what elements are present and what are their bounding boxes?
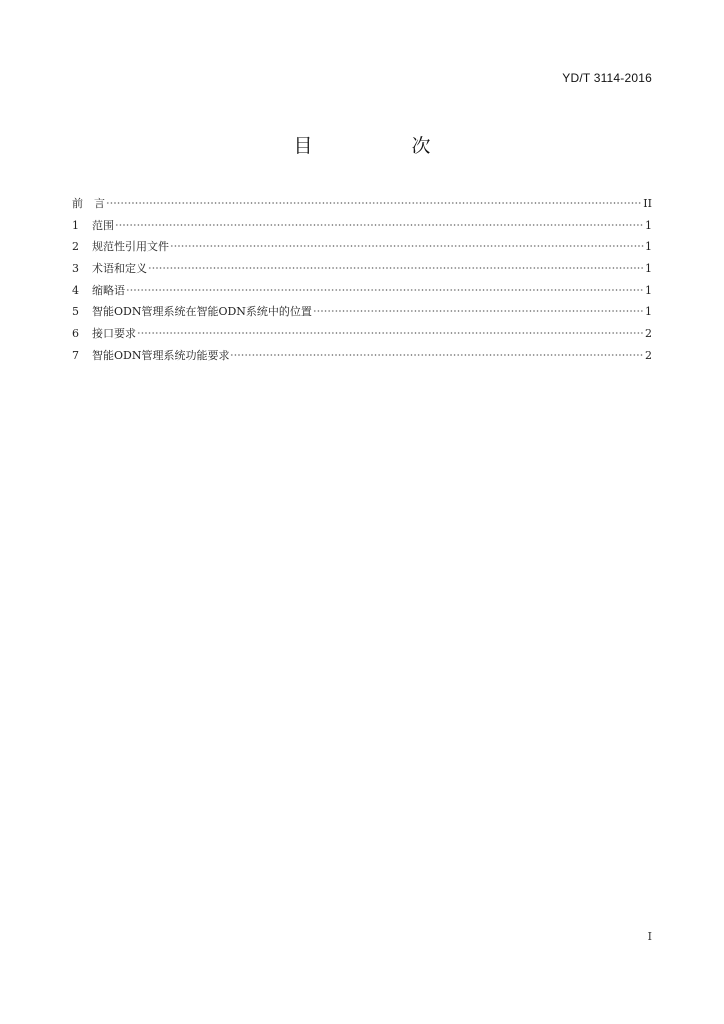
toc-dot-leader	[230, 354, 644, 356]
toc-entry-7[interactable]	[72, 345, 652, 367]
toc-entry-page: 1	[645, 305, 652, 319]
toc-entry-label: 前 言	[72, 197, 105, 210]
toc-entry-page: 2	[645, 327, 652, 341]
toc-dot-leader	[137, 332, 644, 334]
toc-entry-page: 1	[645, 240, 652, 254]
toc-entry-page: 2	[645, 348, 652, 362]
toc-dot-leader	[170, 245, 644, 247]
toc-entry-5[interactable]	[72, 301, 652, 323]
toc-entry-label: 术语和定义	[92, 262, 147, 276]
toc-entry-6[interactable]	[72, 323, 652, 345]
toc-entry-label: 范围	[92, 218, 114, 232]
toc-entry-4[interactable]	[72, 280, 652, 302]
toc-entry-label: 缩略语	[92, 283, 125, 297]
toc-entry-page: 1	[645, 218, 652, 232]
toc-entry-2[interactable]	[72, 236, 652, 258]
toc-entry-1[interactable]	[72, 215, 652, 237]
toc-entry-number: 6	[72, 327, 79, 341]
toc-dot-leader	[106, 202, 642, 204]
toc-entry-page: II	[643, 197, 652, 210]
toc-dot-leader	[148, 267, 644, 269]
standard-code: YD/T 3114-2016	[562, 71, 652, 85]
toc-entry-number: 7	[72, 348, 79, 362]
toc-dot-leader	[115, 224, 644, 226]
toc-entry-number: 3	[72, 262, 79, 276]
toc-entry-label: 智能ODN管理系统功能要求	[92, 348, 230, 362]
toc-entry-label: 智能ODN管理系统在智能ODN系统中的位置	[92, 305, 312, 319]
toc-entry-label: 接口要求	[92, 327, 136, 341]
toc-entry-number: 1	[72, 218, 79, 232]
toc-entry-foreword[interactable]	[72, 193, 652, 215]
toc-entry-page: 1	[645, 262, 652, 276]
toc-entry-number: 4	[72, 283, 79, 297]
toc-title: 目 次	[293, 135, 471, 157]
toc-entry-number: 5	[72, 305, 79, 319]
toc-dot-leader	[313, 310, 644, 312]
toc-entry-number: 2	[72, 240, 79, 254]
page-number: I	[647, 930, 652, 943]
toc-entry-page: 1	[645, 283, 652, 297]
toc-entry-label: 规范性引用文件	[92, 240, 169, 254]
toc-dot-leader	[126, 289, 644, 291]
table-of-contents	[72, 193, 652, 367]
toc-entry-3[interactable]	[72, 258, 652, 280]
